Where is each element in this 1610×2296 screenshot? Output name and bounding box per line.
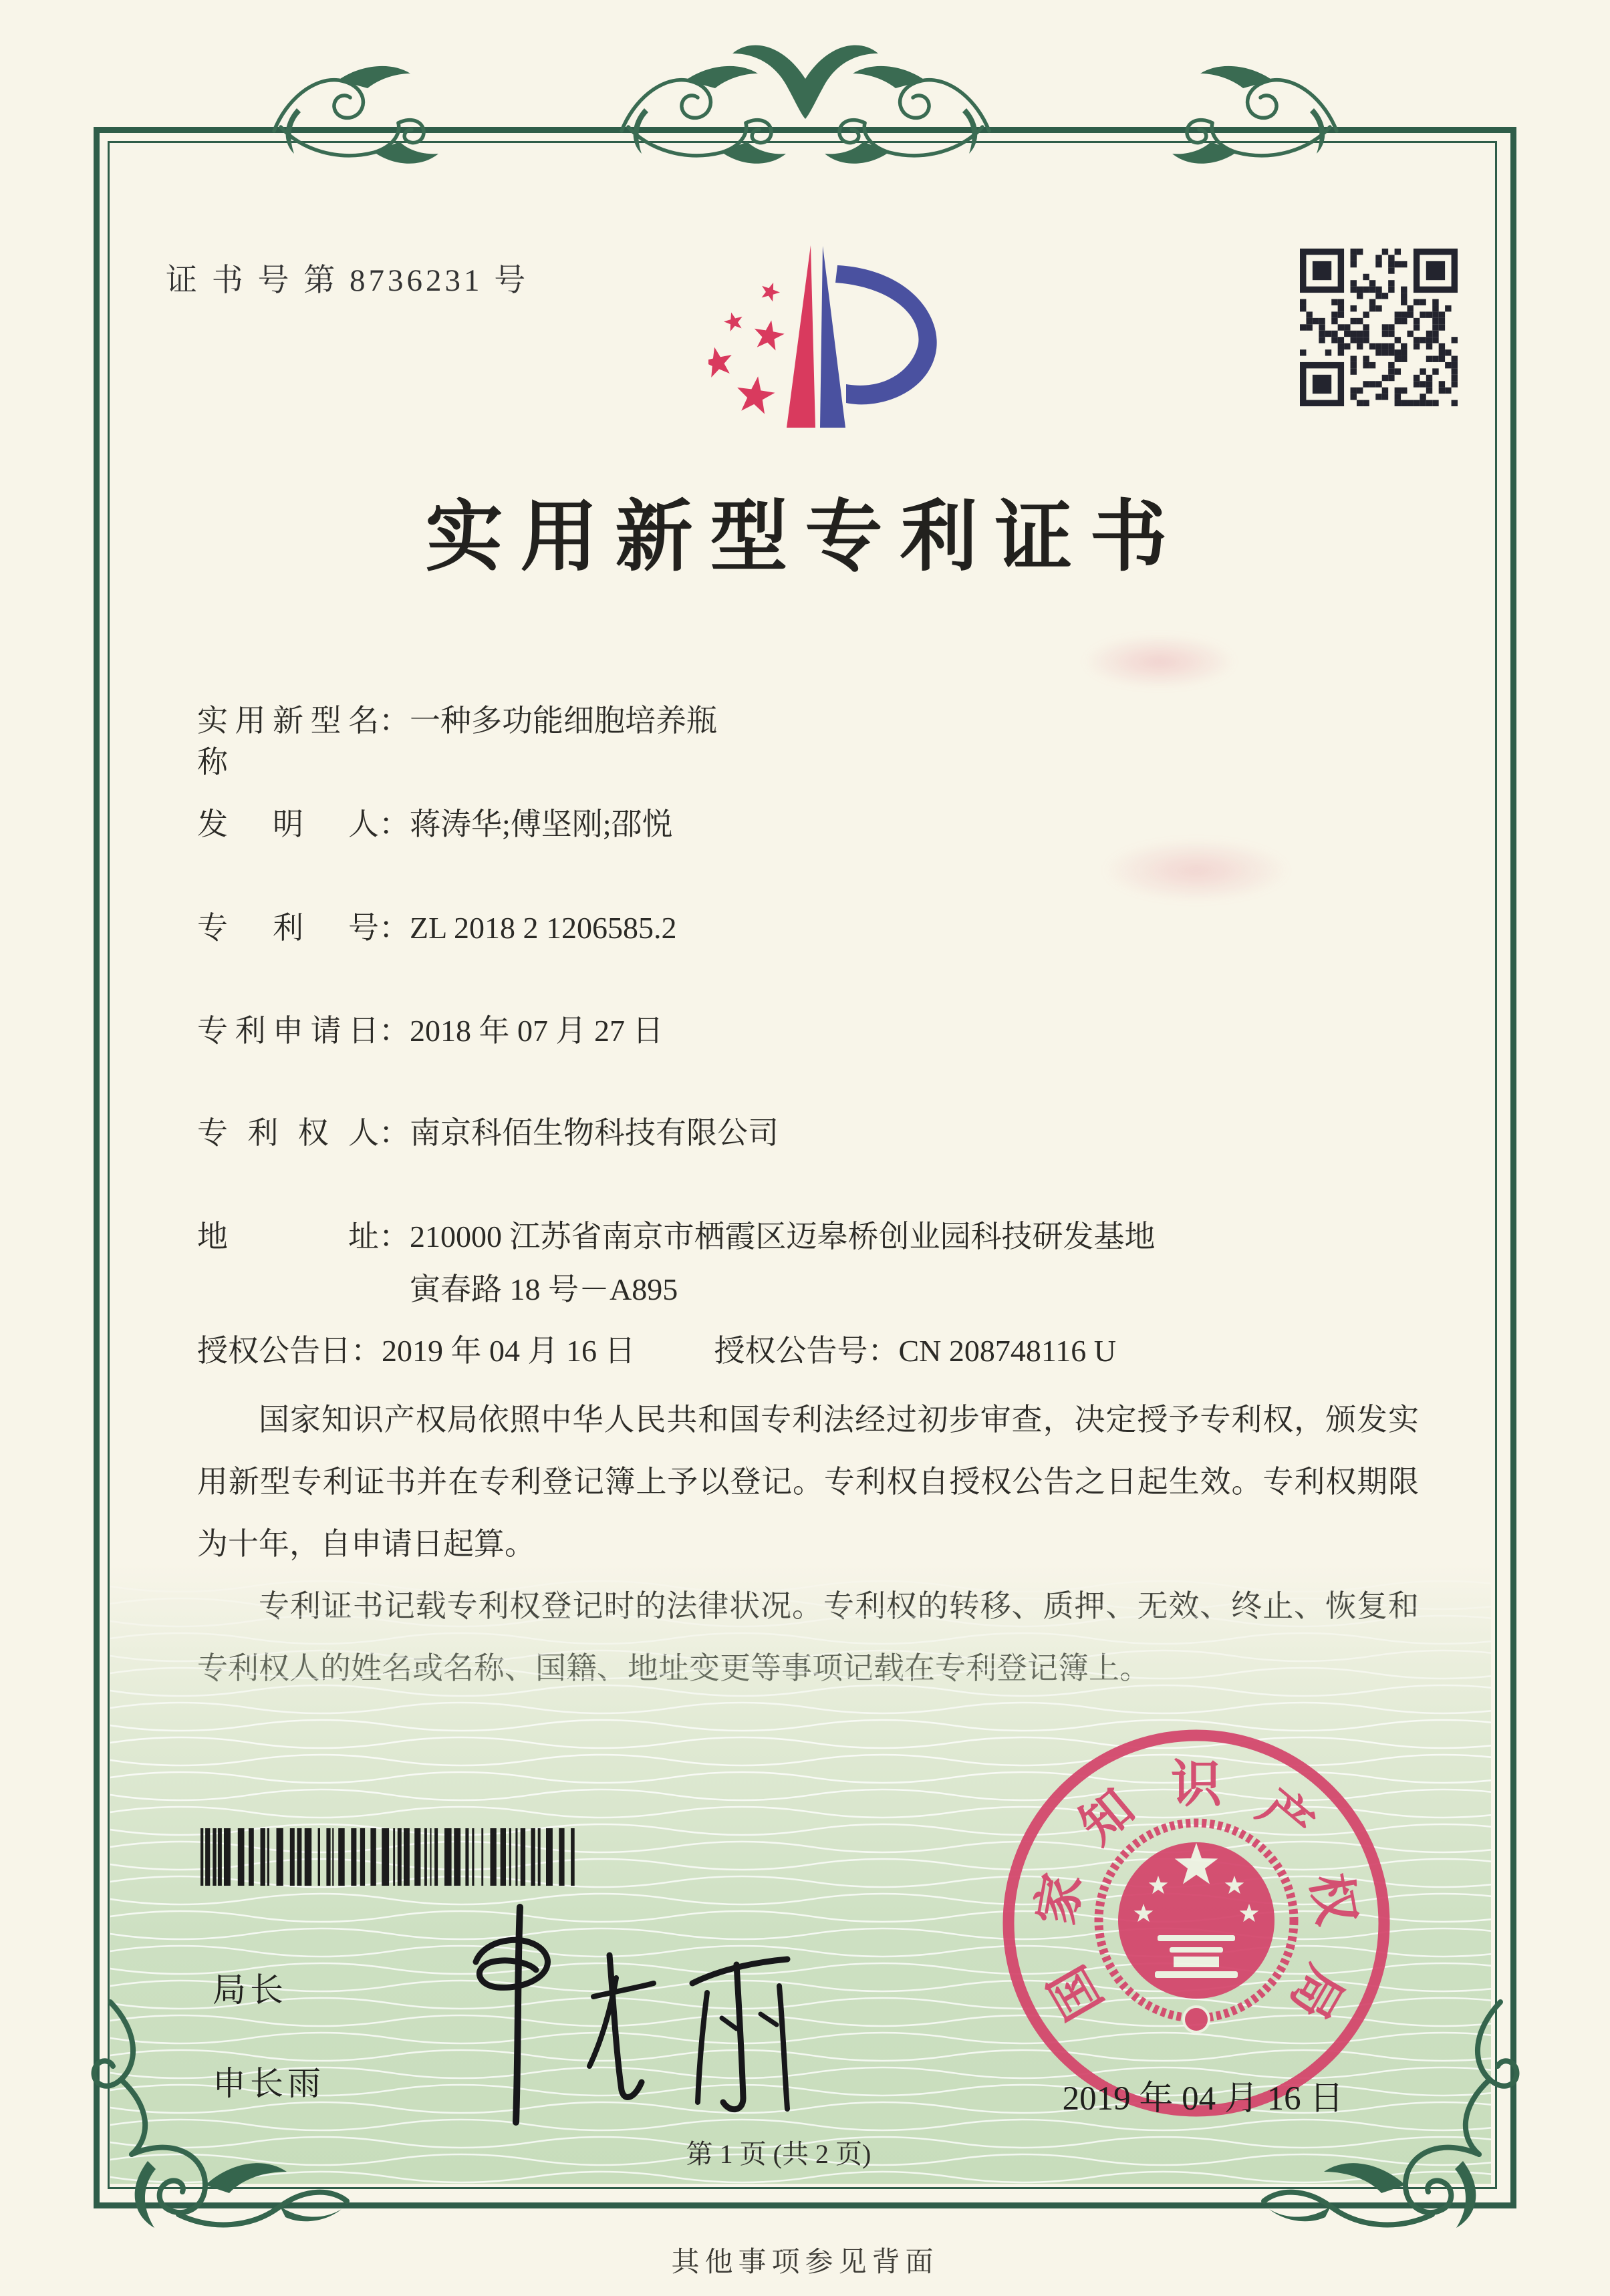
field-value: 蒋涛华;傅坚刚;邵悦 xyxy=(410,807,673,841)
field-label: 实用新型名称 xyxy=(197,704,379,780)
commissioner-signature xyxy=(441,1898,855,2138)
field-row-patentee xyxy=(197,1113,1420,1154)
national-emblem xyxy=(1099,1823,1294,2032)
field-row-address xyxy=(197,1216,1420,1258)
field-label: 专利号 xyxy=(197,911,379,945)
field-value: 2018 年 07 月 27 日 xyxy=(410,1014,664,1048)
svg-text:家: 家 xyxy=(1028,1869,1093,1929)
field-row-patent-number xyxy=(197,907,1420,949)
top-dragon-ornament xyxy=(0,0,1610,227)
barcode xyxy=(200,1828,575,1886)
field-row-filing-date xyxy=(197,1010,1420,1052)
body-paragraph-1: 国家知识产权局依照中华人民共和国专利法经过初步审查，决定授予专利权，颁发实用新型专利证书并在专利登记簿上予以登记。专利权自授权公告之日起生效。专利权期限为十年，自申请日起算。 xyxy=(197,1403,1419,1561)
grant-number: 授权公告号：CN 208748116 U xyxy=(714,1334,1116,1368)
grant-publication-row xyxy=(197,1326,1420,1371)
field-row-utility-model-name xyxy=(197,700,1420,783)
certificate-title: 实用新型专利证书 xyxy=(425,495,1185,581)
colon: ： xyxy=(379,1116,410,1150)
colon: ： xyxy=(379,807,410,841)
field-label: 地址 xyxy=(197,1219,379,1254)
colon: ： xyxy=(379,704,410,738)
signer-title: 局长 xyxy=(213,1971,287,2009)
field-value: ZL 2018 2 1206585.2 xyxy=(410,911,677,945)
field-address-line2: 寅春路 18 号－A895 xyxy=(410,1272,678,1306)
field-value: 南京科佰生物科技有限公司 xyxy=(410,1116,779,1150)
field-label: 发明人 xyxy=(197,807,379,841)
svg-text:识: 识 xyxy=(1171,1757,1222,1813)
field-value: 一种多功能细胞培养瓶 xyxy=(410,704,717,738)
colon: ： xyxy=(379,1219,410,1254)
svg-text:知: 知 xyxy=(1069,1779,1146,1856)
page-indicator: 第 1 页 (共 2 页) xyxy=(686,2139,871,2169)
scan-smudge xyxy=(1103,839,1290,902)
seal-date: 2019 年 04 月 16 日 xyxy=(1062,2080,1344,2118)
field-row-inventors xyxy=(197,804,1420,845)
scan-smudge xyxy=(1083,635,1236,688)
signer-name: 申长雨 xyxy=(213,2065,325,2102)
field-label: 专利权人 xyxy=(197,1116,379,1150)
certificate-number: 证 书 号 第 8736231 号 xyxy=(166,263,529,298)
qr-code xyxy=(1300,249,1458,406)
grant-date: 授权公告日：2019 年 04 月 16 日 xyxy=(197,1334,636,1368)
colon: ： xyxy=(379,1014,410,1048)
colon: ： xyxy=(379,911,410,945)
back-side-note: 其他事项参见背面 xyxy=(671,2247,939,2278)
svg-text:产: 产 xyxy=(1247,1779,1323,1856)
svg-text:权: 权 xyxy=(1300,1869,1365,1929)
field-value: 210000 江苏省南京市栖霞区迈皋桥创业园科技研发基地 xyxy=(410,1219,1156,1254)
field-label: 专利申请日 xyxy=(197,1014,379,1048)
official-seal xyxy=(996,1723,1397,2124)
svg-text:局: 局 xyxy=(1279,1956,1353,2029)
svg-text:国: 国 xyxy=(1039,1956,1114,2029)
cnipa-logo xyxy=(708,231,989,451)
